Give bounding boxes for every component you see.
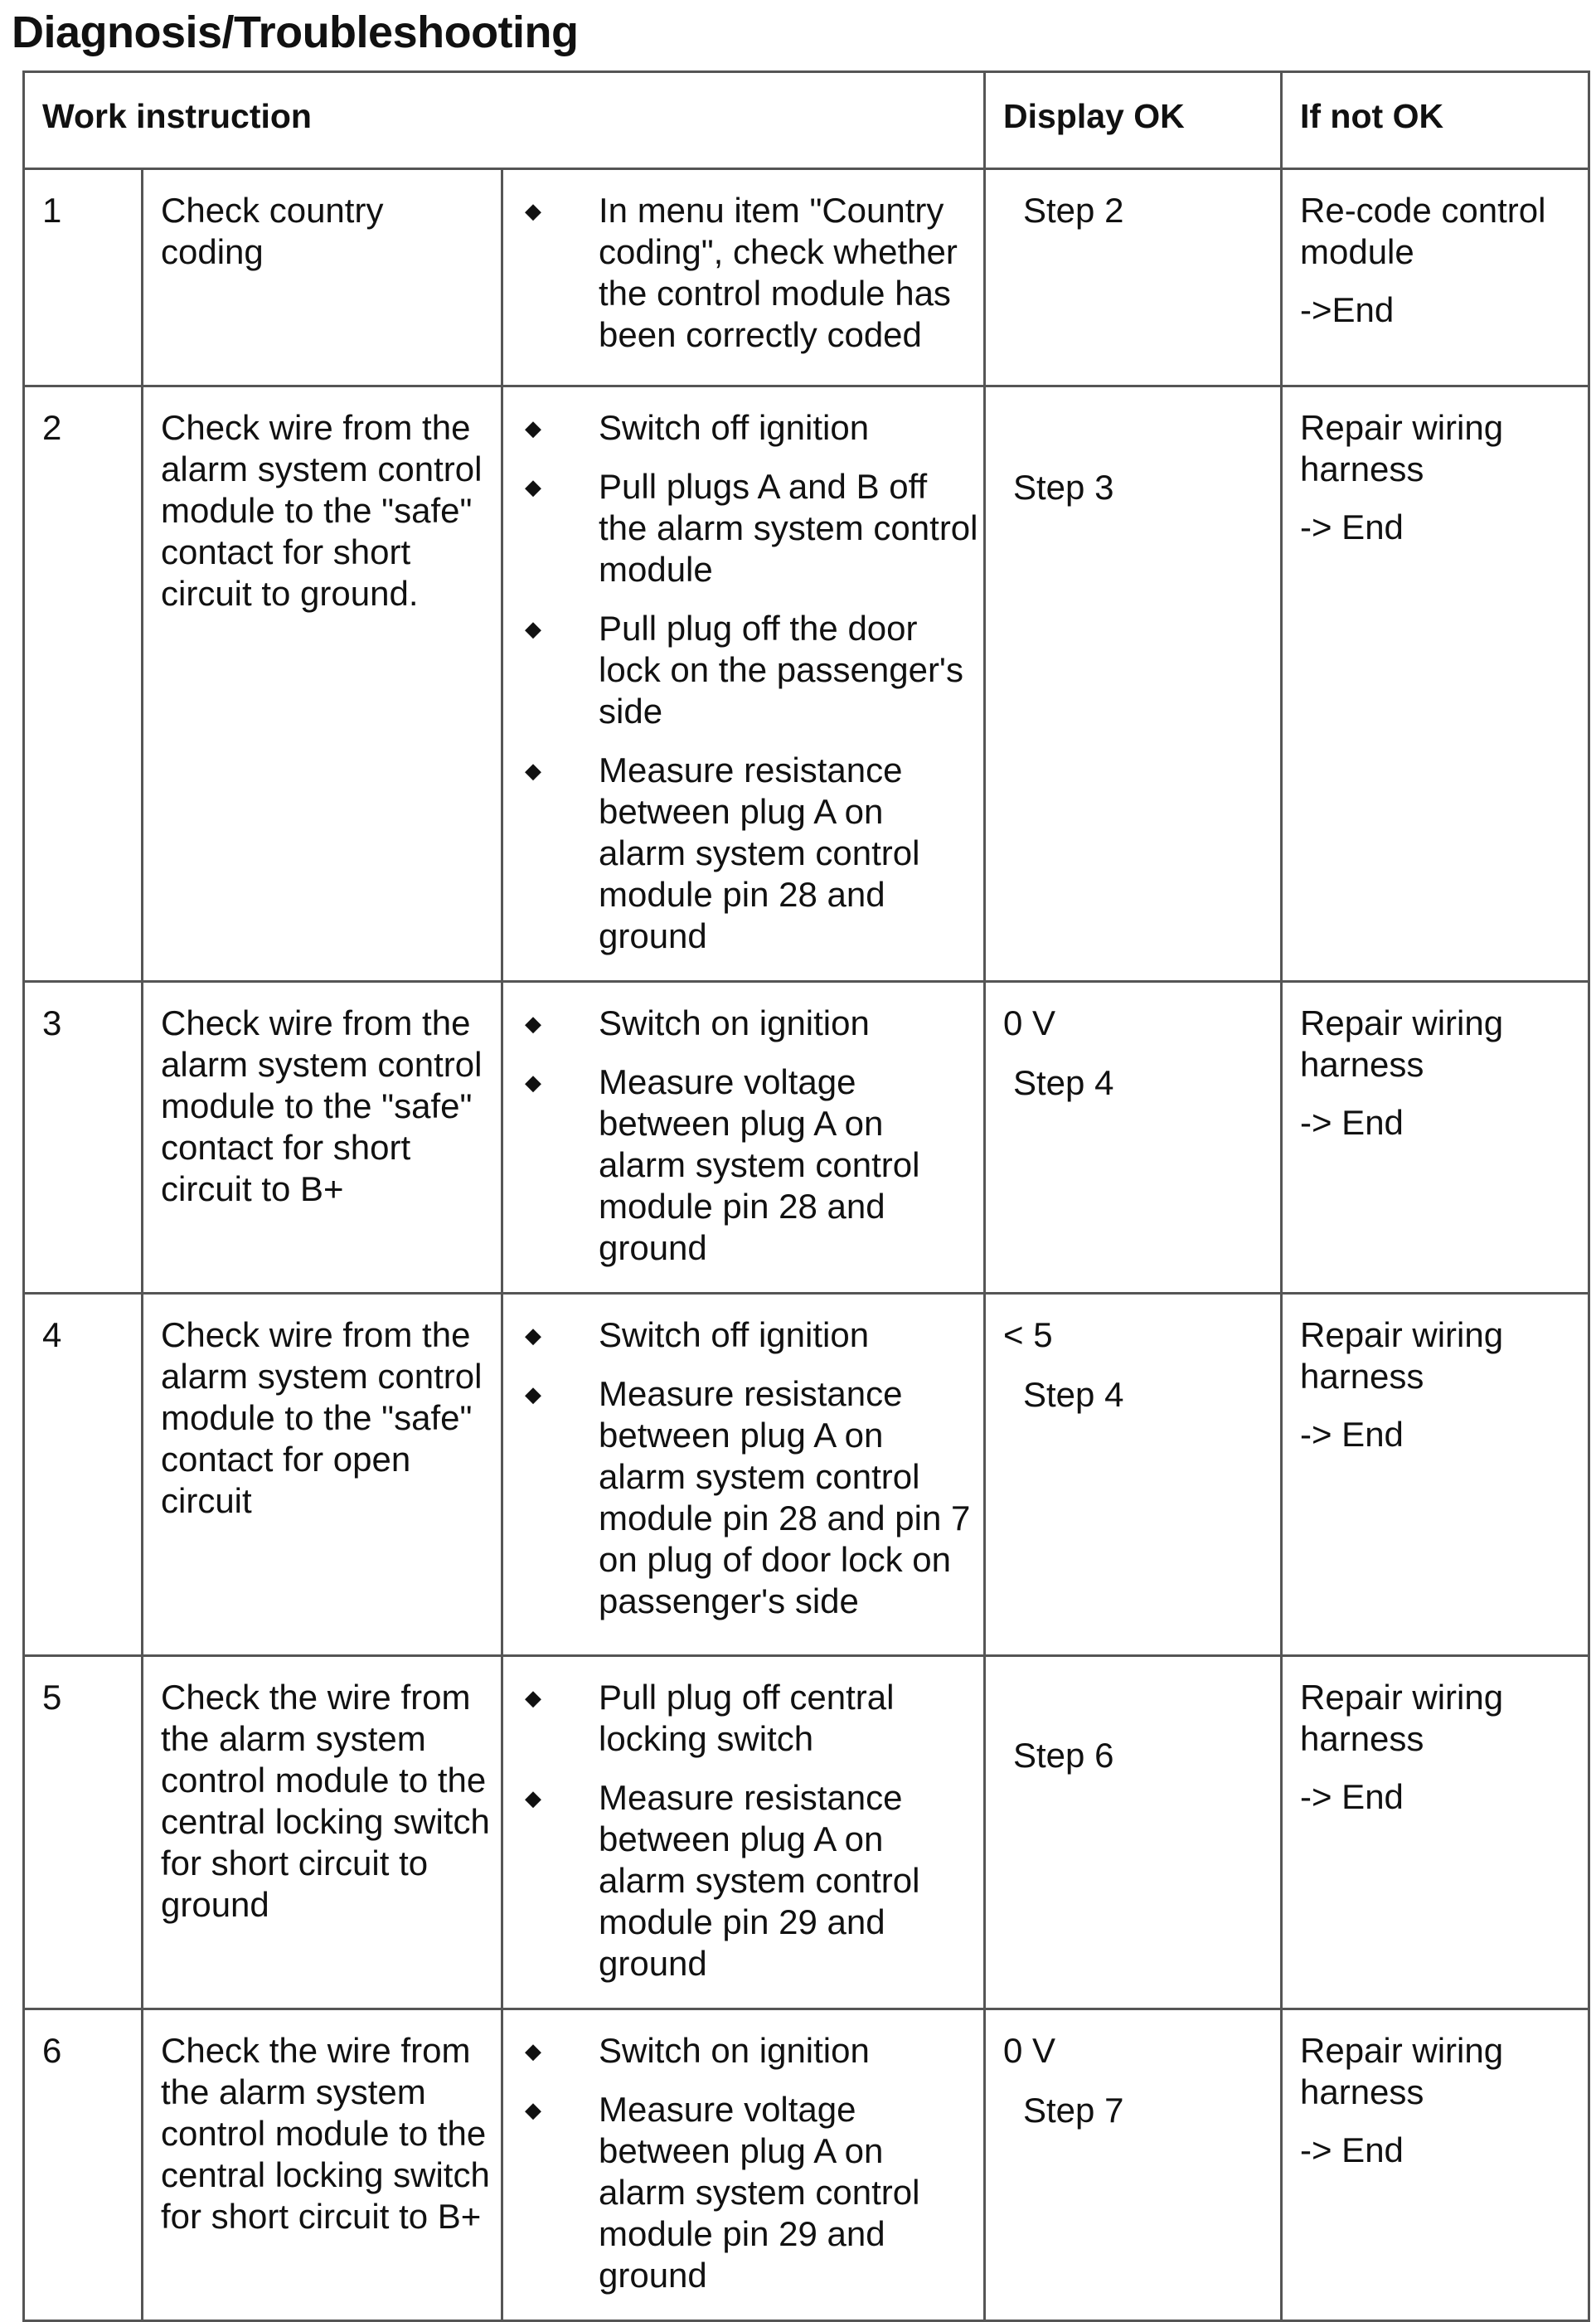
if-not-ok-cell bbox=[1282, 169, 1589, 386]
header-display-ok: Display OK bbox=[985, 72, 1282, 169]
diamond-bullet-icon: ◆ bbox=[525, 1011, 541, 1036]
list-item: ◆ Pull plugs A and B off the alarm system control module bbox=[503, 466, 978, 590]
list-item: ◆ Switch off ignition bbox=[503, 1314, 978, 1356]
if-not-ok-cell bbox=[1282, 2009, 1589, 2321]
diamond-bullet-icon: ◆ bbox=[525, 1685, 541, 1710]
fail-action: Repair wiring harness bbox=[1300, 1678, 1504, 1758]
header-work-instruction: Work instruction bbox=[24, 72, 985, 169]
step-instructions bbox=[502, 982, 985, 1294]
step-description: Check wire from the alarm system control module to the "safe" contact for short circuit to B+ bbox=[143, 982, 502, 1294]
table-row bbox=[24, 169, 1589, 386]
list-item: ◆ Measure voltage between plug A on alarm system control module pin 28 and ground bbox=[503, 1061, 978, 1269]
if-not-ok-cell bbox=[1282, 1294, 1589, 1656]
step-instructions bbox=[502, 169, 985, 386]
fail-action: Repair wiring harness bbox=[1300, 408, 1504, 488]
list-item: ◆ Switch off ignition bbox=[503, 407, 978, 449]
step-number: 1 bbox=[24, 169, 143, 386]
if-not-ok-cell bbox=[1282, 1656, 1589, 2009]
table-row bbox=[24, 1656, 1589, 2009]
diamond-bullet-icon: ◆ bbox=[525, 1382, 541, 1406]
list-item: ◆ Switch on ignition bbox=[503, 2030, 978, 2072]
step-number: 6 bbox=[24, 2009, 143, 2321]
if-not-ok-cell bbox=[1282, 982, 1589, 1294]
step-instructions bbox=[502, 1656, 985, 2009]
diamond-bullet-icon: ◆ bbox=[525, 616, 541, 641]
display-ok-cell bbox=[985, 1656, 1282, 2009]
header-if-not-ok: If not OK bbox=[1282, 72, 1589, 169]
diamond-bullet-icon: ◆ bbox=[525, 1323, 541, 1348]
step-description: Check wire from the alarm system control module to the "safe" contact for open circuit bbox=[143, 1294, 502, 1656]
fail-end: ->End bbox=[1300, 290, 1395, 329]
step-number: 4 bbox=[24, 1294, 143, 1656]
diamond-bullet-icon: ◆ bbox=[525, 1785, 541, 1810]
list-item: ◆ Measure resistance between plug A on alarm system control module pin 29 and ground bbox=[503, 1777, 978, 1984]
fail-action: Re-code control module bbox=[1300, 191, 1546, 271]
step-description: Check wire from the alarm system control module to the "safe" contact for short circuit to ground. bbox=[143, 386, 502, 982]
ok-value: < 5 bbox=[1003, 1315, 1053, 1354]
table-row bbox=[24, 1294, 1589, 1656]
diamond-bullet-icon: ◆ bbox=[525, 474, 541, 499]
list-item: ◆ Measure resistance between plug A on alarm system control module pin 28 and ground bbox=[503, 750, 978, 957]
fail-action: Repair wiring harness bbox=[1300, 1003, 1504, 1084]
ok-next-step: Step 3 bbox=[1013, 468, 1114, 507]
table-row bbox=[24, 2009, 1589, 2321]
table-header-row bbox=[24, 72, 1589, 169]
display-ok-cell bbox=[985, 982, 1282, 1294]
step-description: Check the wire from the alarm system control module to the central locking switch for short circuit to B+ bbox=[143, 2009, 502, 2321]
fail-action: Repair wiring harness bbox=[1300, 2031, 1504, 2111]
step-description: Check country coding bbox=[143, 169, 502, 386]
ok-value: 0 V bbox=[1003, 1003, 1056, 1042]
step-instructions bbox=[502, 2009, 985, 2321]
diamond-bullet-icon: ◆ bbox=[525, 198, 541, 223]
list-item: ◆ Pull plug off the door lock on the passenger's side bbox=[503, 608, 978, 732]
display-ok-cell bbox=[985, 169, 1282, 386]
step-instructions bbox=[502, 1294, 985, 1656]
step-number: 3 bbox=[24, 982, 143, 1294]
list-item: ◆ Switch on ignition bbox=[503, 1003, 978, 1044]
if-not-ok-cell bbox=[1282, 386, 1589, 982]
list-item: ◆ Measure resistance between plug A on alarm system control module pin 28 and pin 7 on plug of door lock on passenger's side bbox=[503, 1373, 978, 1622]
ok-value: 0 V bbox=[1003, 2031, 1056, 2070]
ok-next-step: Step 6 bbox=[1013, 1736, 1114, 1775]
list-item: ◆ Pull plug off central locking switch bbox=[503, 1677, 978, 1760]
troubleshooting-table bbox=[22, 70, 1590, 2322]
table-row bbox=[24, 982, 1589, 1294]
fail-end: -> End bbox=[1300, 2130, 1404, 2169]
diamond-bullet-icon: ◆ bbox=[525, 415, 541, 440]
step-number: 2 bbox=[24, 386, 143, 982]
ok-next-step: Step 7 bbox=[1023, 2091, 1124, 2130]
fail-end: -> End bbox=[1300, 508, 1404, 546]
fail-action: Repair wiring harness bbox=[1300, 1315, 1504, 1396]
step-description: Check the wire from the alarm system control module to the central locking switch for short circuit to ground bbox=[143, 1656, 502, 2009]
fail-end: -> End bbox=[1300, 1103, 1404, 1142]
diamond-bullet-icon: ◆ bbox=[525, 758, 541, 783]
ok-next-step: Step 4 bbox=[1013, 1063, 1114, 1102]
step-number: 5 bbox=[24, 1656, 143, 2009]
list-item: ◆ In menu item "Country coding", check whether the control module has been correctly coded bbox=[503, 190, 978, 356]
display-ok-cell bbox=[985, 386, 1282, 982]
diamond-bullet-icon: ◆ bbox=[525, 1070, 541, 1095]
display-ok-cell bbox=[985, 2009, 1282, 2321]
diamond-bullet-icon: ◆ bbox=[525, 2097, 541, 2122]
display-ok-cell bbox=[985, 1294, 1282, 1656]
fail-end: -> End bbox=[1300, 1777, 1404, 1816]
diamond-bullet-icon: ◆ bbox=[525, 2038, 541, 2063]
fail-end: -> End bbox=[1300, 1415, 1404, 1454]
ok-next-step: Step 4 bbox=[1023, 1375, 1124, 1414]
table-row bbox=[24, 386, 1589, 982]
ok-next-step: Step 2 bbox=[1023, 191, 1124, 230]
list-item: ◆ Measure voltage between plug A on alarm system control module pin 29 and ground bbox=[503, 2089, 978, 2296]
page-title: Diagnosis/Troubleshooting bbox=[12, 7, 579, 57]
step-instructions bbox=[502, 386, 985, 982]
